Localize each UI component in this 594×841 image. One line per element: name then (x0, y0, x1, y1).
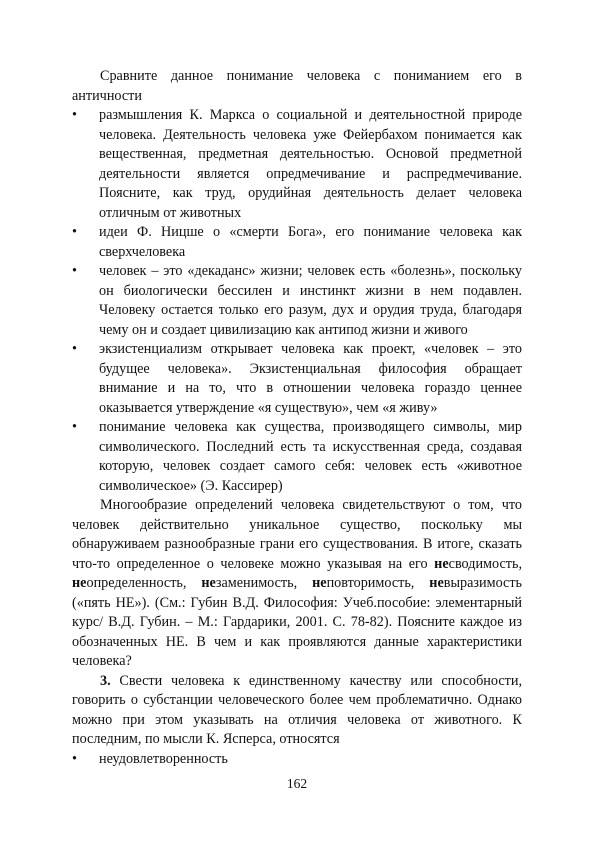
bullet-icon: • (72, 419, 77, 435)
list-item-text: идеи Ф. Ницше о «смерти Бога», его понимание человека как сверхчеловека (99, 224, 522, 260)
list-item-text: экзистенциализм открывает человека как проект, «человек – это будущее человека». Экзистенциальная философия обращает внимание и на то, что в отношении человека гораздо ценнее оказывается утверждение «я существую», чем «я живу» (99, 341, 522, 416)
list-item (72, 106, 522, 223)
bullet-icon: • (72, 750, 77, 767)
bullet-icon: • (72, 341, 77, 357)
definitions-paragraph (72, 496, 522, 672)
word-suffix: повторимость, (326, 575, 430, 591)
ne-prefix: не (429, 575, 444, 591)
ne-prefix: не (72, 575, 87, 591)
word-suffix: заменимость, (215, 575, 313, 591)
list-item-text: человек – это «декаданс» жизни; человек есть «болезнь», поскольку он биологически бессилен и инстинкт жизни в нем подавлен. Человеку остается только его разум, дух и орудия труда, благодаря чему он и создает цивилизацию как антипод жизни и живого (99, 263, 522, 338)
intro-text: Сравните данное понимание человека с пониманием его в античности (72, 68, 522, 104)
paragraph-text: Свести человека к единственному качеству или способности, говорить о субстанции человеческого более чем проблематично. Однако можно при этом указывать на отличия человека от животного. К последним, по мысли К. Ясперса, относятся (72, 672, 522, 747)
section-number: 3. (100, 672, 111, 689)
section-3-paragraph (72, 672, 522, 750)
list-item (72, 340, 522, 418)
bullet-list (72, 106, 522, 496)
intro-paragraph (72, 67, 522, 106)
word-suffix: сводимость, (448, 555, 522, 572)
ne-prefix: не (201, 575, 216, 591)
list-item-text: неудовлетворенность (99, 750, 228, 767)
ne-prefix: не (312, 575, 327, 591)
bullet-icon: • (72, 224, 77, 240)
list-item-text: размышления К. Маркса о социальной и деятельностной природе человека. Деятельность человека уже Фейербахом понимается как вещественная, предметная деятельностью. Основой предметной деятельности является опредмечивание и распредмечивание. Поясните, как труд, орудийная деятельность делает человека отличным от животных (99, 107, 522, 221)
list-item (72, 418, 522, 496)
list-item (72, 223, 522, 262)
paragraph-text: Многообразие определений человека свидетельствуют о том, что человек действительно уникальное существо, поскольку мы обнаруживаем разнообразные грани его существования. В итоге, сказать что-то определенное о человеке можно указывая на его (72, 497, 522, 572)
bullet-icon: • (72, 107, 77, 123)
list-item-text: понимание человека как существа, производящего символы, мир символического. Последний есть та искусственная среда, создавая которую, человек создает самого себя: человек есть «животное символическое» (Э. Кассирер) (99, 419, 522, 494)
bullet-icon: • (72, 263, 77, 279)
word-suffix: определенность, (86, 575, 202, 591)
list-item (72, 750, 522, 770)
page-number: 162 (286, 776, 308, 791)
page-content (72, 67, 522, 769)
ne-prefix: не (434, 555, 449, 572)
word-suffix: выразимость («пять НЕ»). (См.: Губин В.Д. Философия: Учеб.пособие: элементарный курс/ В.Д. Губин. – М.: Гардарики, 2001. С. 78-82). Поясните каждое из обозначенных НЕ. В чем и как проявляются данные характеристики человека? (72, 575, 522, 669)
list-item (72, 262, 522, 340)
